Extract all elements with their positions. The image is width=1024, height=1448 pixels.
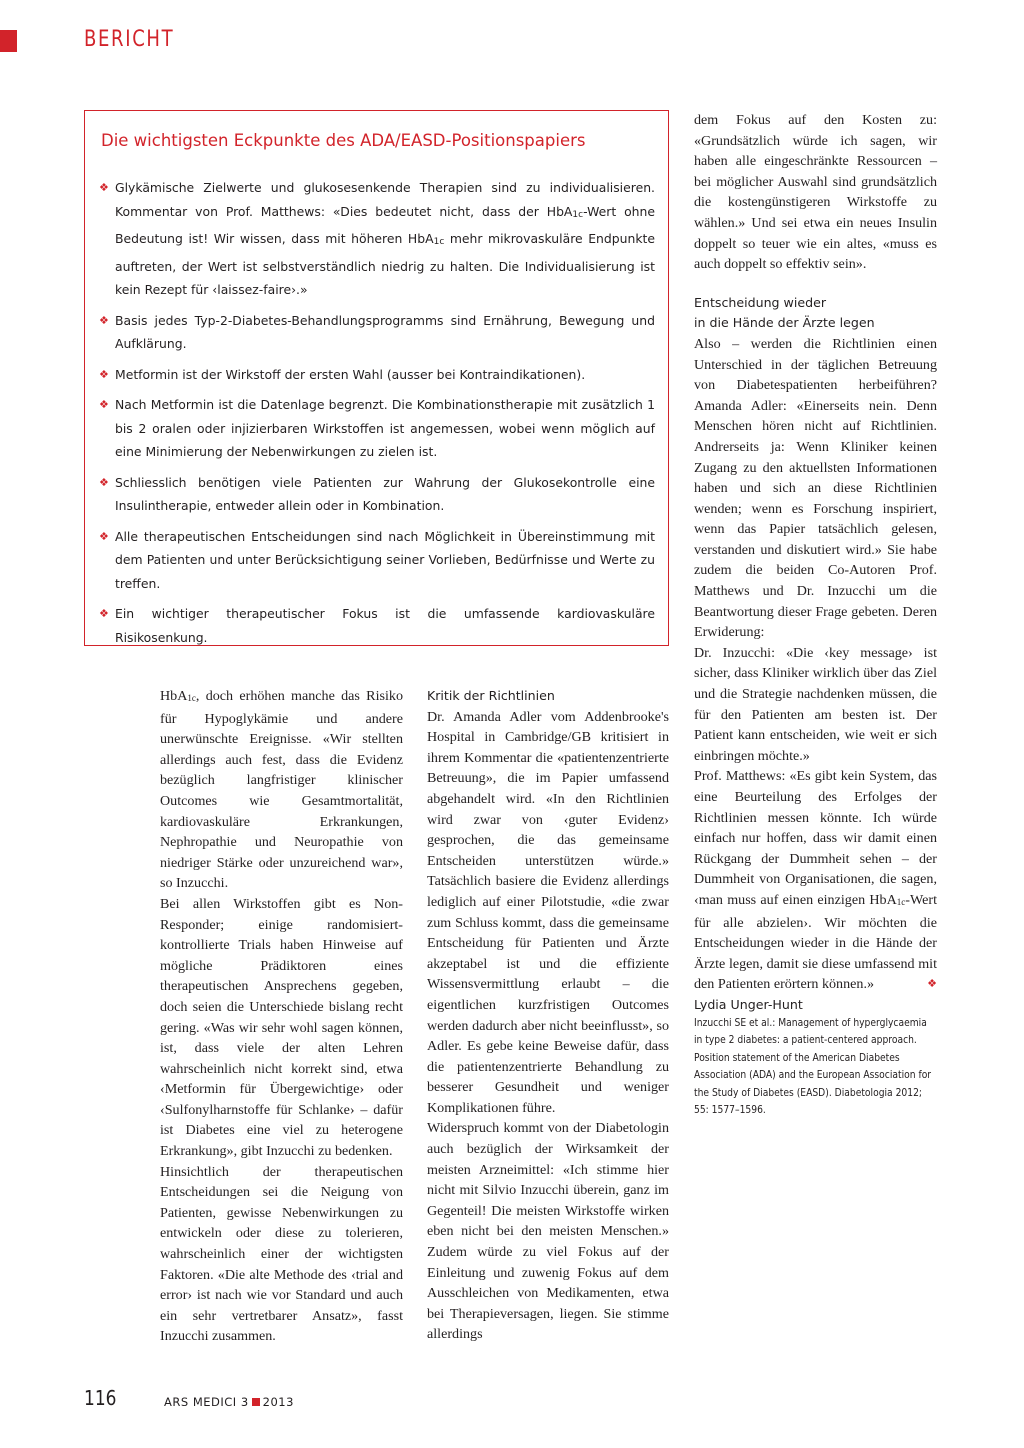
key-point-item	[99, 363, 655, 387]
key-point-item	[99, 393, 655, 464]
diamond-bullet-icon: ❖	[99, 181, 109, 194]
red-square-icon	[252, 1398, 260, 1406]
key-point-item	[99, 525, 655, 596]
page-number: 116	[84, 1386, 117, 1410]
key-points-list	[99, 176, 655, 656]
subheading-line-2: in die Hände der Ärzte legen	[694, 315, 875, 331]
journal-name: ARS MEDICI 3	[164, 1395, 249, 1409]
section-label: BERICHT	[84, 27, 175, 52]
key-point-text: Metformin ist der Wirkstoff der ersten Wahl (ausser bei Kontraindikationen).	[115, 366, 586, 382]
paragraph: HbA1c, doch erhöhen manche das Risiko für Hypoglykämie und andere unerwünschte Ereignisse. «Wir stellten allerdings auch fest, dass die Evidenz bezüglich langfristiger klinischer Outcomes wie Gesamtmortalität, kardiovaskuläre Erkrankungen, Nephropathie und Neuropathie von niedriger Stärke oder unzureichend war», so Inzucchi.	[160, 688, 403, 892]
key-point-text: Schliesslich benötigen viele Patienten zur Wahrung der Glukosekontrolle eine Insulintherapie, entweder allein oder in Kombination.	[115, 474, 655, 513]
key-point-text: Basis jedes Typ-2-Diabetes-Behandlungsprogramms sind Ernährung, Bewegung und Aufklärung.	[115, 312, 655, 351]
paragraph	[694, 766, 937, 995]
reference: Inzucchi SE et al.: Management of hyperglycaemia in type 2 diabetes: a patient-centered approach. Position statement of the American Diabetes Association (ADA) and the European Association for the Study of Diabetes (EASD). Diabetologia 2012; 55: 1577–1596.	[694, 1017, 932, 1116]
journal-footer	[164, 1395, 294, 1409]
article-column-3	[694, 110, 937, 1119]
paragraph: dem Fokus auf den Kosten zu: «Grundsätzlich würde ich sagen, wir haben alle eingeschränkte Ressourcen – bei möglicher Auswahl sind grundsätzlich die kostengünstigeren Wirkstoffe zu wählen.» Und sei etwa ein neues Insulin doppelt so teuer wie ein altes, «muss es auch doppelt so effektiv sein».	[694, 112, 937, 273]
paragraph: Hinsichtlich der therapeutischen Entscheidungen sei die Neigung von Patienten, gewisse Nebenwirkungen zu entwickeln oder diese zu tolerieren, wahrscheinlich einer der wichtigsten Faktoren. «Die alte Methode des ‹trial and error› ist nach wie vor Standard und auch ein sehr vertretbarer Ansatz», fasst Inzucchi zusammen.	[160, 1163, 403, 1345]
paragraph: Dr. Inzucchi: «Die ‹key message› ist sicher, dass Kliniker wirklich über das Ziel und die Strategie nachdenken müssen, die für den Patienten am besten ist. Der Patient kann entscheiden, wie weit er sich einbringen möchte.»	[694, 644, 937, 764]
box-title: Die wichtigsten Eckpunkte des ADA/EASD-Positionspapiers	[101, 131, 586, 150]
section-marker	[0, 30, 17, 52]
key-point-item	[99, 471, 655, 518]
key-point-text: Nach Metformin ist die Datenlage begrenzt. Die Kombinationstherapie mit zusätzlich 1 bis 2 oralen oder injizierbaren Wirkstoffen ist angemessen, wobei wenn möglich auf eine Minimierung der Nebenwirkungen zu zielen ist.	[115, 397, 655, 459]
key-point-text: Glykämische Zielwerte und glukosesenkende Therapien sind zu individualisieren. Kommentar von Prof. Matthews: «Dies bedeutet nicht, dass der HbA1c-Wert ohne Bedeutung ist! Wir wissen, dass mit höheren HbA1c mehr mikrovaskuläre Endpunkte auftreten, der Wert ist selbstverständlich niedrig zu halten. Die Individualisierung ist kein Rezept für ‹laissez-faire›.»	[115, 180, 655, 297]
paragraph: Widerspruch kommt von der Diabetologin auch bezüglich der Wirksamkeit der meisten Arzneimittel: «Ich stimme hier nicht mit Silvio Inzucchi überein, ganz im Gegenteil! Die meisten Wirkstoffe wirken eben nicht bei den meisten Menschen.» Zudem würde zu viel Fokus auf der Einleitung und zuwenig Fokus auf dem Ausschleichen von Medikamenten, etwa bei Therapieversagen, liegen. Sie stimme allerdings	[427, 1120, 669, 1343]
key-point-text: Alle therapeutischen Entscheidungen sind nach Möglichkeit in Übereinstimmung mit dem Patienten und unter Berücksichtigung seiner Vorlieben, Bedürfnisse und Werte zu treffen.	[115, 528, 655, 591]
key-point-item	[99, 309, 655, 356]
diamond-bullet-icon: ❖	[99, 367, 109, 381]
paragraph-text: Prof. Matthews: «Es gibt kein System, das eine Beurteilung des Erfolges der Richtlinien messen könnte. Ich würde einfach nur hoffen, dass wir damit einen Rückgang der Dummheit sehen – der Dummheit von Organisationen, die sagen, ‹man muss auf einen einzigen HbA1c-Wert für alle abzielen›. Wir möchten die Entscheidungen wieder in die Hände der Ärzte legen, damit sie diese umfassend mit den Patienten erörtern können.»	[694, 768, 937, 993]
key-points-box	[84, 110, 669, 646]
diamond-bullet-icon: ❖	[99, 529, 109, 543]
paragraph: Dr. Amanda Adler vom Addenbrooke's Hospital in Cambridge/GB kritisiert in ihrem Kommentar die «patientenzentrierte Betreuung», die im Papier umfassend abgehandelt wird. «In den Richtlinien wird zwar von ‹guter Evidenz› gesprochen, die das gemeinsame Entscheiden unterstützen würde.» Tatsächlich basiere die Evidenz allerdings lediglich auf einer Pilotstudie, «die zwar zum Schluss kommt, dass die gemeinsame Entscheidung für Patienten und Ärzte akzeptabel ist und die effiziente Wissensvermittlung erlaubt – die eigentlichen kurzfristigen Outcomes werden dadurch aber nicht beeinflusst», so Adler. Es gebe keine Beweise dafür, dass die patientenzentrierte Behandlung zu besserer Gesundheit und weniger Komplikationen führe.	[427, 708, 669, 1116]
subheading: Kritik der Richtlinien	[427, 688, 555, 703]
article-column-2	[427, 686, 669, 1345]
key-point-item	[99, 602, 655, 649]
diamond-bullet-icon: ❖	[99, 607, 109, 620]
key-point-item	[99, 176, 655, 302]
article-column-1	[160, 686, 403, 1347]
diamond-bullet-icon: ❖	[99, 398, 109, 411]
journal-year: 2013	[262, 1395, 294, 1409]
paragraph: Also – werden die Richtlinien einen Unterschied in der täglichen Betreuung von Diabetespatienten herbeiführen? Amanda Adler: «Einerseits nein. Denn Menschen hören nicht auf Richtlinien. Andrerseits ja: Wenn Kliniker keinen Zugang zu den aktuellsten Informationen haben und sich an diese Richtlinien wenden; wenn es Forschung inspiriert, wenn das Papier tatsächlich gelesen, verstanden und diskutiert wird.» Sie habe zudem die beiden Co-Autoren Prof. Matthews und Dr. Inzucchi um die Beantwortung dieser Frage gebeten. Deren Erwiderung:	[694, 335, 937, 641]
key-point-text: Ein wichtiger therapeutischer Fokus ist die umfassende kardiovaskuläre Risikosenkung.	[115, 606, 655, 645]
paragraph: Bei allen Wirkstoffen gibt es Non-Responder; einige randomisiert-kontrollierte Trials haben Hinweise auf mögliche Prädiktoren eines therapeutischen Ansprechens gegeben, doch seien die Unterschiede bislang recht gering. «Was wir sehr wohl sagen können, ist, dass viele der alten Lehren wahrscheinlich nicht korrekt sind, etwa ‹Metformin für Übergewichtige› oder ‹Sulfonylharnstoffe für Schlanke› – dafür ist Diabetes eine viel zu heterogene Erkrankung», gibt Inzucchi zu bedenken.	[160, 895, 403, 1160]
diamond-bullet-icon: ❖	[99, 313, 109, 327]
author-name: Lydia Unger-Hunt	[694, 996, 803, 1012]
subheading-line-1: Entscheidung wieder	[694, 294, 827, 310]
diamond-end-mark-icon: ❖	[927, 978, 937, 991]
diamond-bullet-icon: ❖	[99, 475, 109, 489]
